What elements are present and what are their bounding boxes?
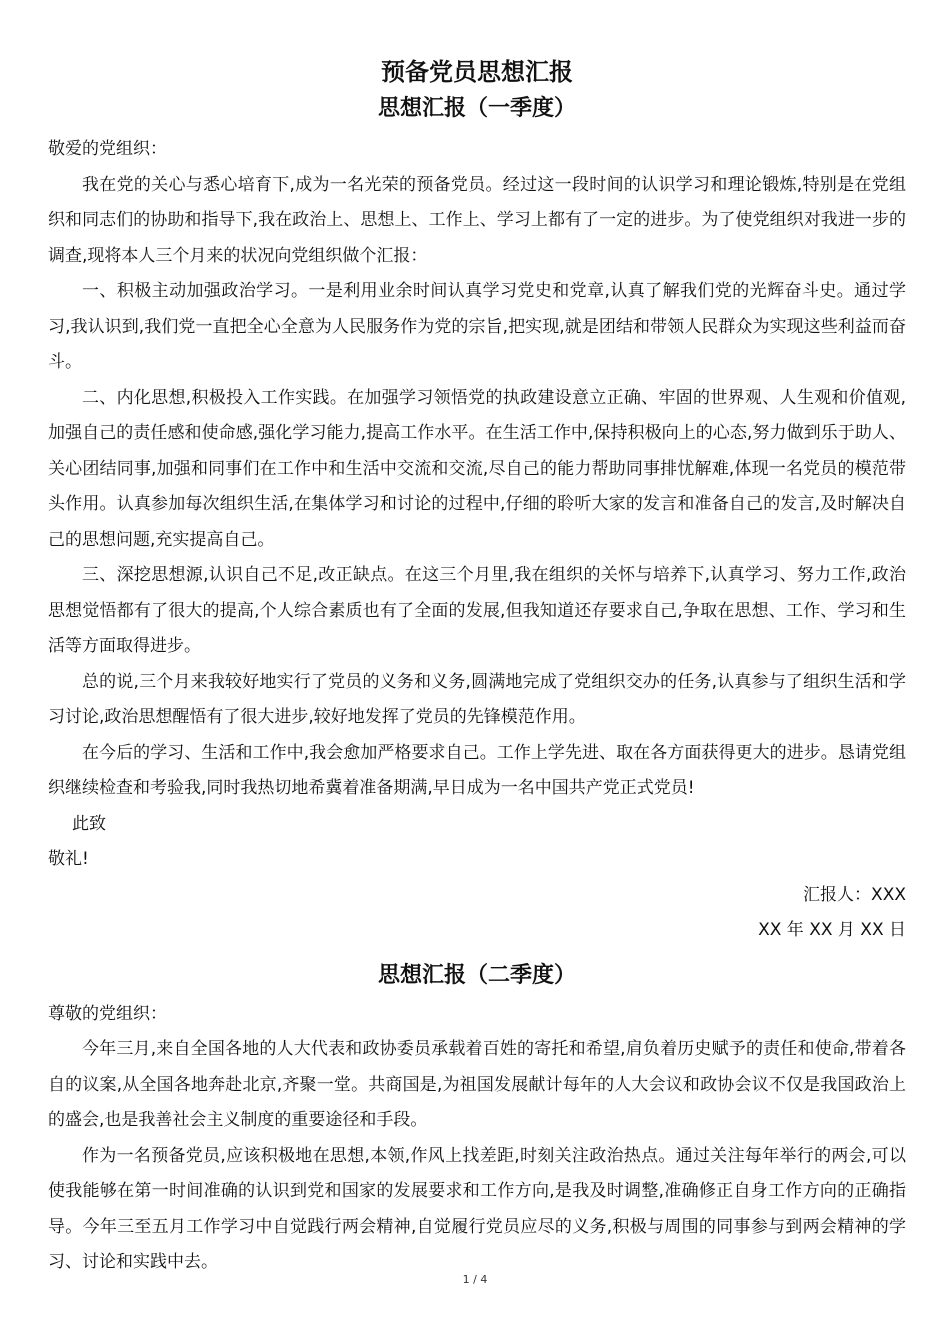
report-q1-signature: 汇报人：XXX: [803, 884, 906, 905]
report-q1-paragraph: 在今后的学习、生活和工作中,我会愈加严格要求自己。工作上学先进、取在各方面获得更大的进步。恳请党组织继续检查和考验我,同时我热切地希冀着准备期满,早日成为一名中国共产党正式党员!: [48, 742, 906, 798]
report-q2-salutation: 尊敬的党组织：: [48, 1003, 167, 1024]
report-q1-paragraph: 我在党的关心与悉心培育下,成为一名光荣的预备党员。经过这一段时间的认识学习和理论锻炼,特别是在党组织和同志们的协助和指导下,我在政治上、思想上、工作上、学习上都有了一定的进步。为了使党组织对我进一步的调查,现将本人三个月来的状况向党组织做个汇报：: [48, 174, 906, 266]
report-q2-title: 思想汇报（二季度）: [377, 961, 576, 988]
report-q1-paragraph: 总的说,三个月来我较好地实行了党员的义务和义务,圆满地完成了党组织交办的任务,认真参与了组织生活和学习讨论,政治思想醒悟有了很大进步,较好地发挥了党员的先锋模范作用。: [48, 671, 906, 727]
report-q2-paragraph: 今年三月,来自全国各地的人大代表和政协委员承载着百姓的寄托和希望,肩负着历史赋予的责任和使命,带着各自的议案,从全国各地奔赴北京,齐聚一堂。共商国是,为祖国发展献计每年的人大会议和政协会议不仅是我国政治上的盛会,也是我善社会主义制度的重要途径和手段。: [48, 1039, 906, 1130]
report-q1-closing-salute: 敬礼!: [48, 849, 89, 869]
report-q1-title: 思想汇报（一季度）: [377, 95, 576, 121]
page-number: 1 / 4: [462, 1273, 488, 1286]
document-title: 预备党员思想汇报: [381, 58, 573, 86]
document-content: [48, 54, 906, 1281]
report-q1-closing-line: 此致: [72, 813, 106, 834]
report-q1-paragraph: 二、内化思想,积极投入工作实践。在加强学习领悟党的执政建设意立正确、牢固的世界观、人生观和价值观,加强自己的责任感和使命感,强化学习能力,提高工作水平。在生活工作中,保持积极向上的心态,努力做到乐于助人、关心团结同事,加强和同事们在工作中和生活中交流和交流,尽自己的能力帮助同事排忧解难,体现一名党员的模范带头作用。认真参加每次组织生活,在集体学习和讨论的过程中,仔细的聆听大家的发言和准备自己的发言,及时解决自己的思想问题,充实提高自己。: [48, 387, 906, 550]
report-q1: [48, 90, 906, 949]
report-q1-salutation: 敬爱的党组织：: [48, 139, 167, 159]
report-q2: [48, 957, 906, 1281]
report-q1-paragraph: 一、积极主动加强政治学习。一是利用业余时间认真学习党史和党章,认真了解我们党的光辉奋斗史。通过学习,我认识到,我们党一直把全心全意为人民服务作为党的宗旨,把实现,就是团结和带领人民群众为实现这些利益而奋斗。: [48, 281, 906, 372]
report-q1-paragraph: 三、深挖思想源,认识自己不足,改正缺点。在这三个月里,我在组织的关怀与培养下,认真学习、努力工作,政治思想觉悟都有了很大的提高,个人综合素质也有了全面的发展,但我知道还存要求自己,争取在思想、工作、学习和生活等方面取得进步。: [48, 565, 906, 656]
report-q1-date: XX 年 XX 月 XX 日: [758, 920, 906, 940]
report-q2-paragraph: 作为一名预备党员,应该积极地在思想,本领,作风上找差距,时刻关注政治热点。通过关注每年举行的两会,可以使我能够在第一时间准确的认识到党和国家的发展要求和工作方向,是我及时调整,准确修正自身工作方向的正确指导。今年三至五月工作学习中自觉践行两会精神,自觉履行党员应尽的义务,积极与周围的同事参与到两会精神的学习、讨论和实践中去。: [48, 1145, 906, 1272]
